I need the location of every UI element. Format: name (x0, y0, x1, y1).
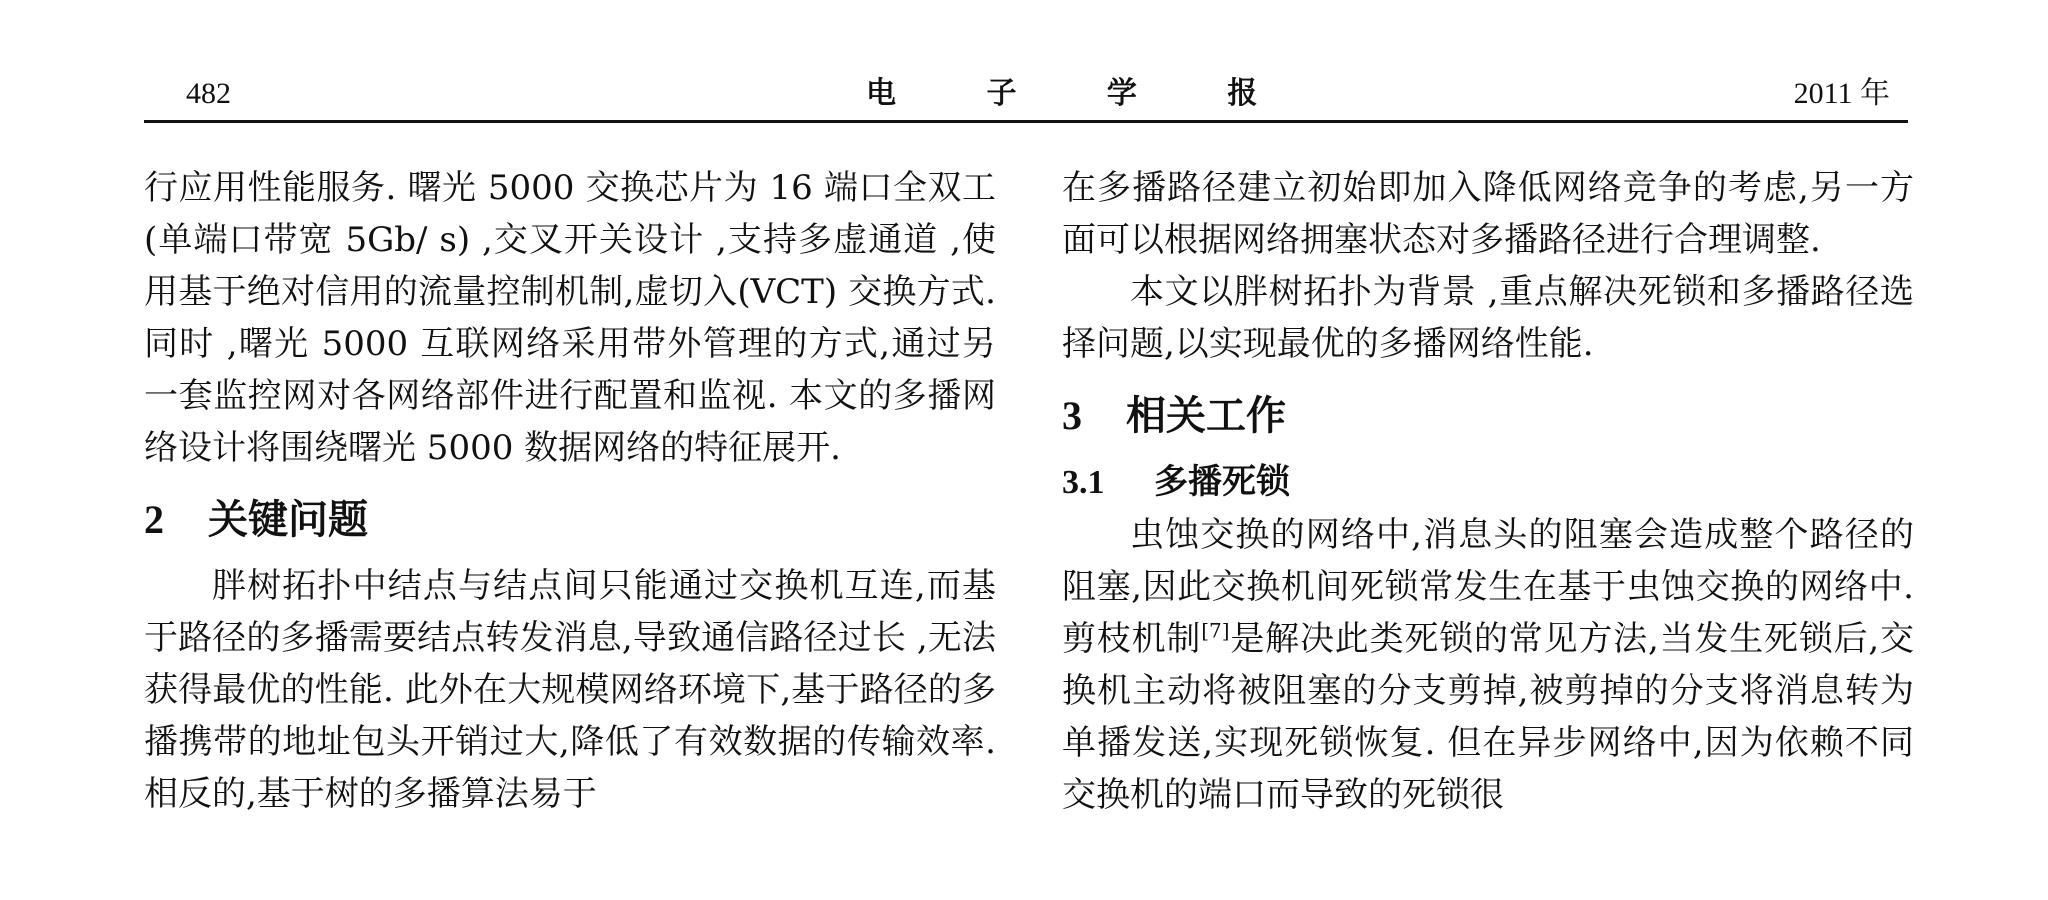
section-number: 3 (1062, 393, 1082, 438)
journal-name: 电 子 学 报 (866, 76, 1298, 111)
paragraph-continued: 在多播路径建立初始即加入降低网络竞争的考虑,另一方面可以根据网络拥塞状态对多播路径进行合理调整. (1062, 168, 1914, 260)
publication-year: 2011 年 (1793, 77, 1890, 110)
page-number: 482 (186, 77, 231, 110)
section-heading-2 (144, 492, 996, 548)
paragraph-multicast-deadlock (1062, 509, 1914, 821)
paragraph-intro-continued: 行应用性能服务. 曙光 5000 交换芯片为 16 端口全双工(单端口带宽 5Gb/ s) ,交叉开关设计 ,支持多虚通道 ,使用基于绝对信用的流量控制机制,虚切入(VCT) 交换方式. 同时 ,曙光 5000 互联网络采用带外管理的方式,通过另一套监控网对各网络部件进行配置和监视. 本文的多播网络设计将围绕曙光 5000 数据网络的特征展开. (144, 168, 996, 468)
section-title: 相关工作 (1126, 393, 1286, 439)
right-column (1062, 162, 1914, 821)
section-title: 关键问题 (208, 497, 368, 543)
subsection-title: 多播死锁 (1154, 462, 1290, 502)
paragraph-text-part: 虫蚀交换的网络中,消息头的阻塞会造成整个路径的阻塞,因此交换机间死锁常发生在基于虫蚀交换的网络中. 剪枝机制 (1062, 515, 1914, 659)
section-number: 2 (144, 497, 164, 542)
paragraph-text-part: 是解决此类死锁的常见方法,当发生死锁后,交换机主动将被阻塞的分支剪掉,被剪掉的分支将消息转为单播发送,实现死锁恢复. 但在异步网络中,因为依赖不同交换机的端口而导致的死锁很 (1062, 619, 1915, 815)
left-column (144, 162, 996, 820)
subsection-number: 3.1 (1062, 464, 1105, 501)
citation-reference: [7] (1201, 618, 1230, 643)
section-heading-3 (1062, 388, 1914, 444)
paragraph-key-problems: 胖树拓扑中结点与结点间只能通过交换机互连,而基于路径的多播需要结点转发消息,导致通信路径过长 ,无法获得最优的性能. 此外在大规模网络环境下,基于路径的多播携带的地址包头开销过大,降低了有效数据的传输效率. 相反的,基于树的多播算法易于 (144, 566, 996, 814)
page-header (0, 0, 2048, 130)
subsection-heading-3-1 (1062, 456, 1914, 509)
header-rule (144, 120, 1908, 123)
paragraph-scope: 本文以胖树拓扑为背景 ,重点解决死锁和多播路径选择问题,以实现最优的多播网络性能. (1062, 272, 1914, 364)
